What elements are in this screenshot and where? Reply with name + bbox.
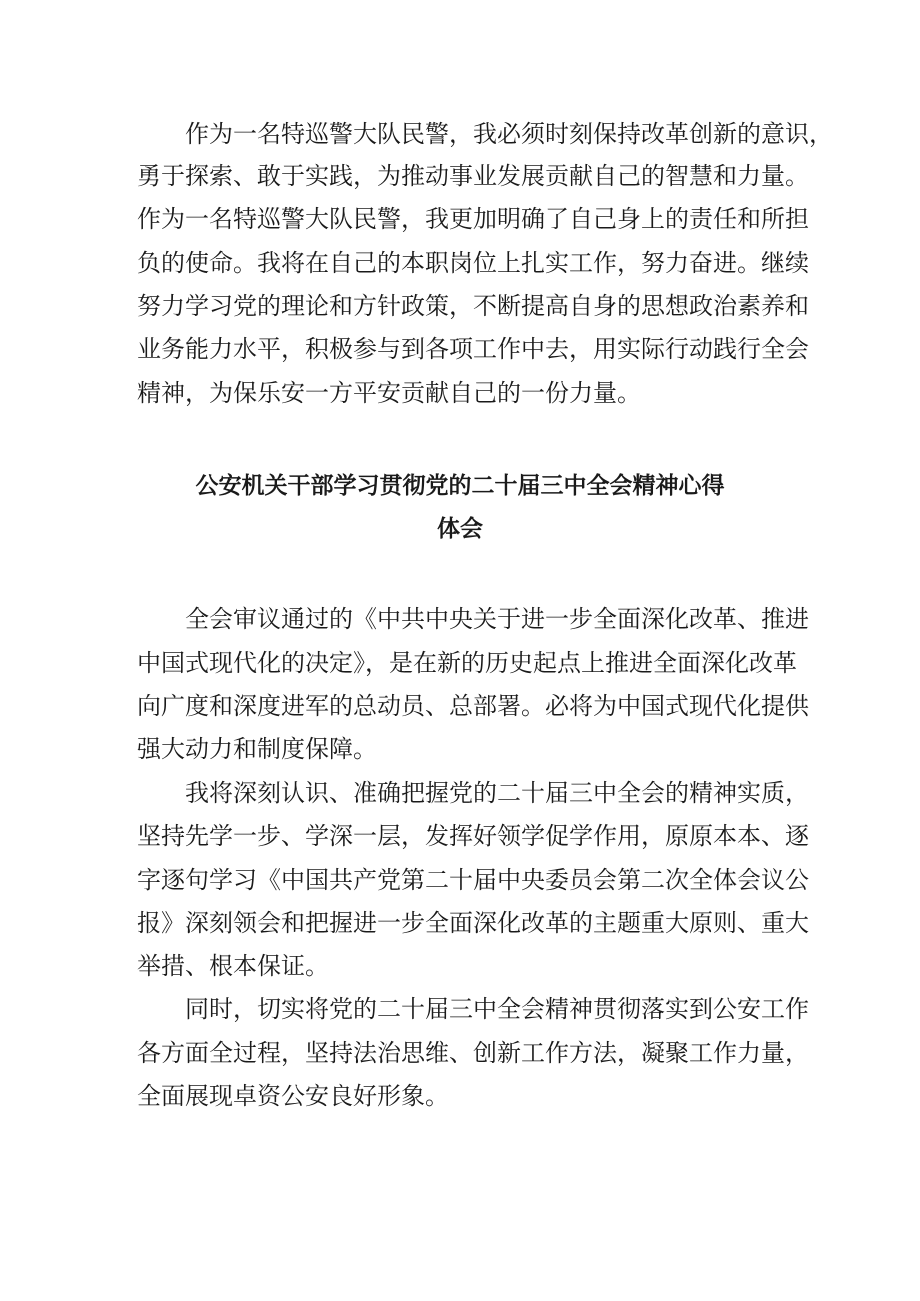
text-line: 负的使命。我将在自己的本职岗位上扎实工作，努力奋进。继续 [137,249,809,277]
text-line: 同时，切实将党的二十届三中全会精神贯彻落实到公安工作 [185,995,809,1023]
text-line: 作为一名特巡警大队民警，我必须时刻保持改革创新的意识， [185,120,833,148]
text-line: 全会审议通过的《中共中央关于进一步全面深化改革、推进 [185,605,809,633]
title-line-1: 公安机关干部学习贯彻党的二十届三中全会精神心得 [195,473,725,499]
text-line: 坚持先学一步、学深一层，发挥好领学促学作用，原原本本、逐 [137,822,809,850]
text-line: 精神，为保乐安一方平安贡献自己的一份力量。 [137,379,641,407]
text-line: 业务能力水平，积极参与到各项工作中去，用实际行动践行全会 [137,335,809,363]
text-line: 勇于探索、敢于实践，为推动事业发展贡献自己的智慧和力量。 [137,162,809,190]
text-line: 向广度和深度进军的总动员、总部署。必将为中国式现代化提供 [137,692,809,720]
text-line: 报》深刻领会和把握进一步全面深化改革的主题重大原则、重大 [137,909,809,937]
text-line: 努力学习党的理论和方针政策，不断提高自身的思想政治素养和 [137,292,809,320]
text-line: 全面展现卓资公安良好形象。 [137,1082,449,1110]
text-line: 中国式现代化的决定》，是在新的历史起点上推进全面深化改革 [137,649,797,677]
text-line: 作为一名特巡警大队民警，我更加明确了自己身上的责任和所担 [137,205,809,233]
text-line: 我将深刻认识、准确把握党的二十届三中全会的精神实质， [185,779,809,807]
text-line: 字逐句学习《中国共产党第二十届中央委员会第二次全体会议公 [137,866,809,894]
title-line-2: 体会 [437,516,483,542]
text-line: 各方面全过程，坚持法治思维、创新工作方法，凝聚工作力量， [137,1039,809,1067]
text-line: 强大动力和制度保障。 [137,735,377,763]
text-line: 举措、根本保证。 [137,952,329,980]
